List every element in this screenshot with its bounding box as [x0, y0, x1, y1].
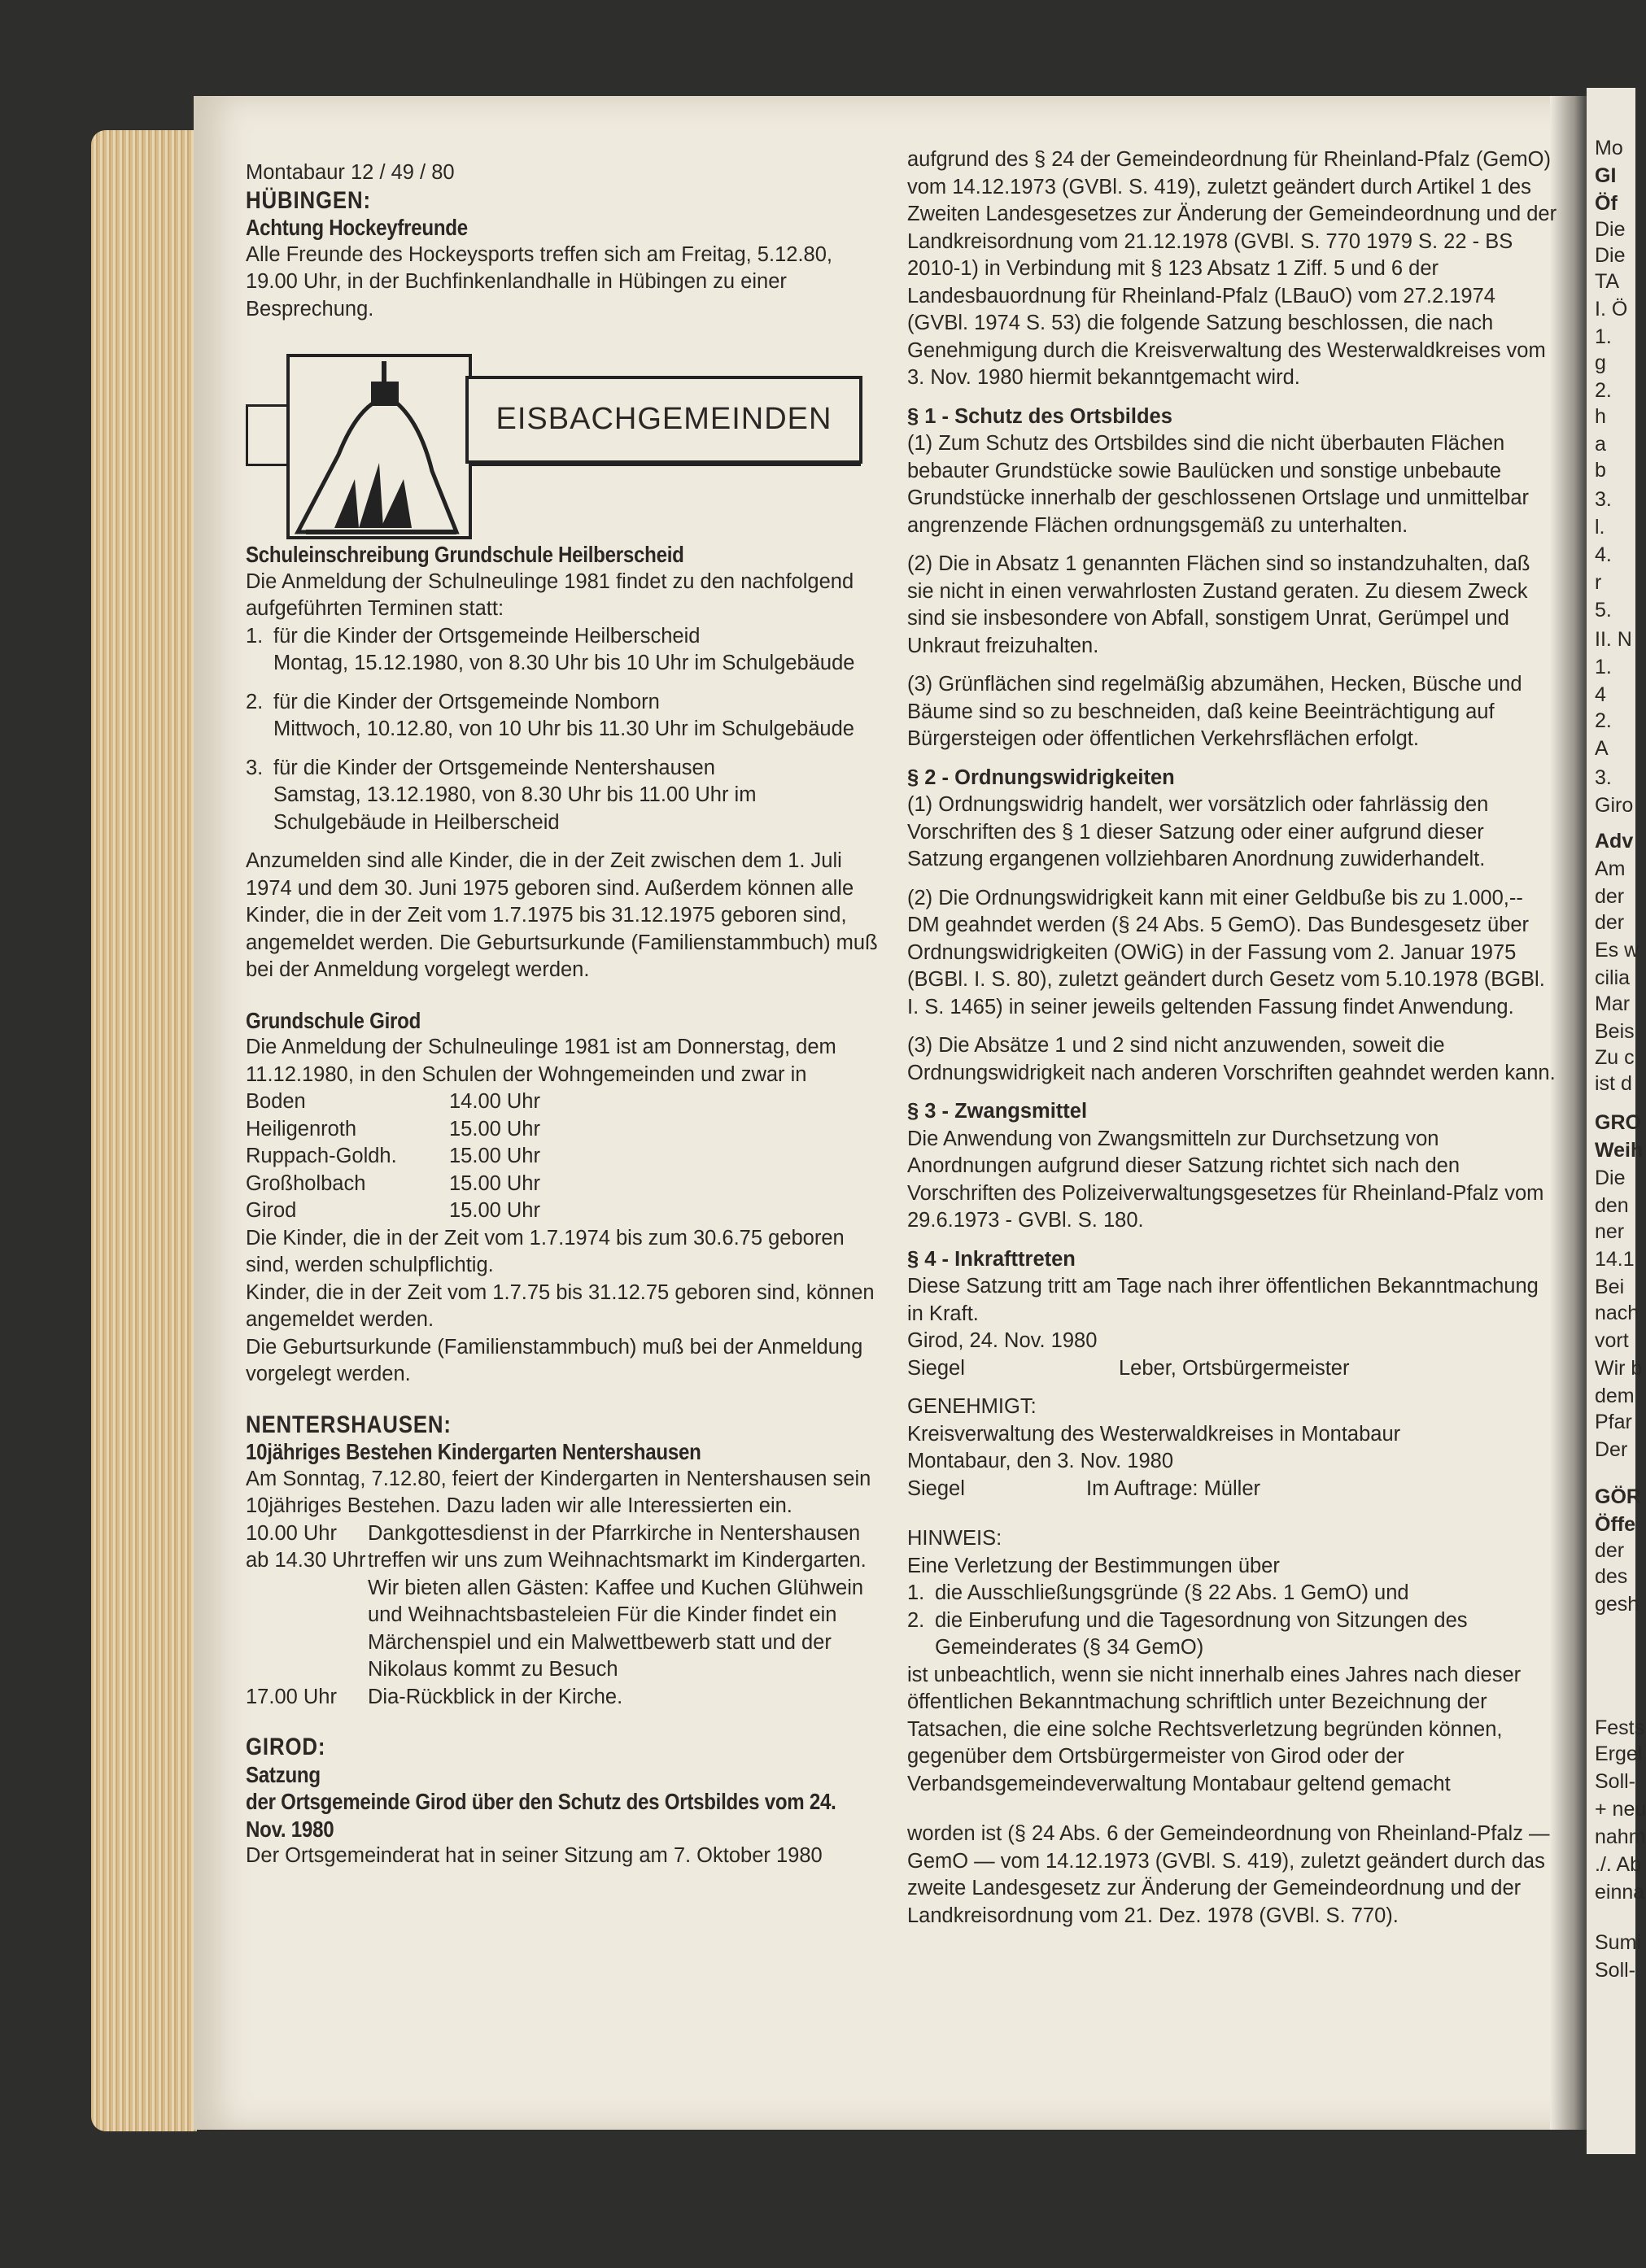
hockey-title: Achtung Hockeyfreunde [246, 215, 468, 240]
next-page-text-fragment: Mo [1595, 137, 1623, 159]
item-number: 1. [907, 1581, 925, 1604]
next-page-text-fragment: Die [1595, 218, 1626, 241]
next-page-text-fragment: Öffe [1595, 1513, 1635, 1536]
paragraph: (3) Die Absätze 1 und 2 sind nicht anzuwenden, soweit die Ordnungswidrigkeit nach anderen Vorschriften geahndet werden kann. [907, 1034, 1556, 1084]
next-page-text-fragment: l. [1595, 516, 1605, 539]
next-page-text-fragment: Sumi [1595, 1931, 1641, 1954]
table-cell: 14.00 Uhr [449, 1090, 540, 1113]
right-column [907, 146, 1558, 1930]
table-cell: Großholbach [246, 1171, 366, 1195]
next-page-text-fragment: Ergel [1595, 1742, 1643, 1765]
next-page-text-fragment: A [1595, 737, 1609, 760]
place-heading-girod: GIROD: [246, 1734, 326, 1760]
hint-intro: Eine Verletzung der Bestimmungen über [907, 1554, 1280, 1577]
item-number: 3. [246, 756, 264, 779]
schedule-text: treffen wir uns zum Weihnachtsmarkt im Kindergarten. Wir bieten allen Gästen: Kaffee und Kuchen Glühwein und Weihnachtsbasteleien Für die Kinder findet ein Märchenspiel und ein Malwettbewerb statt und der Nikolaus kommt zu Besuch [368, 1549, 867, 1681]
satzung-title: Satzung [246, 1761, 321, 1787]
next-page-text-fragment: ist d [1595, 1072, 1632, 1095]
table-cell: 15.00 Uhr [449, 1117, 540, 1141]
kita-intro: Am Sonntag, 7.12.80, feiert der Kindergarten in Nentershausen sein 10jähriges Bestehen. Dazu laden wir alle Interessierten ein. [246, 1467, 871, 1517]
next-page-text-fragment: Beis [1595, 1020, 1635, 1043]
next-page-text-fragment: a [1595, 433, 1606, 456]
section-heading: § 3 - Zwangsmittel [907, 1100, 1088, 1123]
next-page-text-fragment: Adv [1595, 830, 1634, 853]
schedule-time: 10.00 Uhr [246, 1521, 337, 1545]
item-detail: Samstag, 13.12.1980, von 8.30 Uhr bis 11.00 Uhr im Schulgebäude in Heilberscheid [273, 783, 757, 834]
next-page-text-fragment: Die [1595, 1167, 1626, 1189]
next-page-text-fragment: der [1595, 1539, 1625, 1562]
place-heading-huebingen: HÜBINGEN: [246, 186, 371, 214]
next-page-text-fragment: Weih [1595, 1139, 1644, 1162]
list-item [246, 623, 880, 678]
signature-line [907, 1355, 1558, 1383]
section-heading: § 1 - Schutz des Ortsbildes [907, 404, 1172, 428]
item-detail: Mittwoch, 10.12.80, von 10 Uhr bis 11.30 Uhr im Schulgebäude [273, 717, 854, 740]
next-page-text-fragment: Soll- [1595, 1770, 1636, 1793]
next-page-text-fragment: 1. [1595, 325, 1612, 348]
table-cell: 15.00 Uhr [449, 1171, 540, 1195]
paragraph: (1) Ordnungswidrig handelt, wer vorsätzlich oder fahrlässig den Vorschriften des § 1 dieser Satzung oder einer aufgrund dieser Satzung ergangenen vollziehbaren Anordnung zuwiderhandelt. [907, 793, 1489, 870]
schedule-time: ab 14.30 Uhr [246, 1549, 366, 1572]
next-page-text-fragment: + neu [1595, 1798, 1646, 1821]
item-text: für die Kinder der Ortsgemeinde Nomborn [273, 690, 660, 713]
next-page-text-fragment: ner [1595, 1220, 1625, 1243]
satzung-intro: Der Ortsgemeinderat hat in seiner Sitzung am 7. Oktober 1980 [246, 1844, 823, 1867]
next-page-text-fragment: Soll- [1595, 1959, 1636, 1982]
next-page-text-fragment: Bei [1595, 1276, 1625, 1298]
next-page-text-fragment: einna [1595, 1881, 1645, 1904]
schedule-text: Dia-Rückblick in der Kirche. [368, 1685, 623, 1708]
item-number: 2. [246, 690, 264, 713]
next-page-text-fragment: I. Ö [1595, 298, 1628, 321]
hint-text: ist unbeachtlich, wenn sie nicht innerhalb eines Jahres nach dieser öffentlichen Bekanntmachung schriftlich unter Bezeichnung der Tatsachen, die eine solche Rechtsverletzung begründen können, gegenüber dem Ortsbürgermeister von Girod oder der Verbandsgemeindeverwaltung Montabaur geltend gemacht [907, 1663, 1522, 1795]
schedule-time: 17.00 Uhr [246, 1685, 337, 1708]
next-page-text-fragment: den [1595, 1194, 1629, 1217]
satzung-preamble: aufgrund des § 24 der Gemeindeordnung für Rheinland-Pfalz (GemO) vom 14.12.1973 (GVBl. S. 419), zuletzt geändert durch Artikel 1 des Zweiten Landesgesetzes zur Änderung der Gemeindeordnung und der Landkreisordnung vom 21.12.1978 (GVBl. S. 770 1979 S. 22 - BS 2010-1) in Verbindung mit § 123 Absatz 1 Ziff. 5 und 6 der Landesbauordnung für Rheinland-Pfalz (LBauO) vom 27.2.1974 (GVBl. 1974 S. 53) die folgende Satzung beschlossen, die nach Genehmigung durch die Kreisverwaltung des Westerwaldkreises vom 3. Nov. 1980 hiermit bekanntgemacht wird. [907, 148, 1557, 389]
satzung-subtitle: der Ortsgemeinde Girod über den Schutz des Ortsbildes vom 24. Nov. 1980 [246, 1789, 836, 1842]
approval-date: Montabaur, den 3. Nov. 1980 [907, 1450, 1174, 1472]
school2-intro: Die Anmeldung der Schulneulinge 1981 ist am Donnerstag, dem 11.12.1980, in den Schulen der Wohngemeinden und zwar in [246, 1036, 836, 1086]
next-page-text-fragment: Es w [1595, 939, 1639, 962]
hint-list [907, 1580, 1558, 1662]
next-page-text-fragment: vort [1595, 1329, 1629, 1352]
issue-reference: Montabaur 12 / 49 / 80 [246, 161, 455, 184]
hockey-text: Alle Freunde des Hockeysports treffen sich am Freitag, 5.12.80, 19.00 Uhr, in der Buchfinkenlandhalle in Hübingen zu einer Besprechung. [246, 242, 832, 321]
next-page-text-fragment: GÖR [1595, 1485, 1641, 1508]
school1-intro: Die Anmeldung der Schulneulinge 1981 findet zu den nachfolgend aufgeführten Terminen statt: [246, 569, 854, 620]
next-page-text-fragment: b [1595, 459, 1606, 482]
schedule-text: Dankgottesdienst in der Pfarrkirche in Nentershausen [368, 1521, 861, 1545]
next-page-text-fragment: nach [1595, 1302, 1639, 1324]
book-page-edge [91, 130, 197, 2131]
section-heading: § 2 - Ordnungswidrigkeiten [907, 765, 1175, 789]
paragraph: Die Anwendung von Zwangsmitteln zur Durchsetzung von Anordnungen aufgrund dieser Satzung richtet sich nach den Vorschriften des Polizeiverwaltungsgesetzes für Rheinland-Pfalz vom 29.6.1973 - GVBl. S. 180. [907, 1127, 1544, 1232]
school2-note: Kinder, die in der Zeit vom 1.7.75 bis 31.12.75 geboren sind, können angemeldet werden. [246, 1280, 875, 1331]
next-page-text-fragment: Die [1595, 244, 1626, 267]
school1-title: Schuleinschreibung Grundschule Heilberscheid [246, 542, 684, 567]
table-cell: Ruppach-Goldh. [246, 1145, 397, 1167]
approval-heading: GENEHMIGT: [907, 1395, 1037, 1418]
next-page-text-fragment: Fests [1595, 1716, 1645, 1739]
signature-date: Girod, 24. Nov. 1980 [907, 1329, 1098, 1352]
next-page-text-fragment: Giro [1595, 794, 1634, 817]
next-page-fragment [1587, 88, 1646, 2154]
next-page-text-fragment: 3. [1595, 488, 1612, 511]
next-page-text-fragment: 5. [1595, 599, 1612, 622]
seal-label: Siegel [907, 1356, 965, 1380]
next-page-text-fragment: der [1595, 911, 1625, 934]
place-heading-nentershausen: NENTERSHAUSEN: [246, 1411, 452, 1438]
signer: Im Auftrage: Müller [1086, 1476, 1260, 1500]
paragraph: (2) Die in Absatz 1 genannten Flächen sind so instandzuhalten, daß sie nicht in einen verwahrlosten Zustand geraten. Zu diesem Zweck sind sie insbesondere von Abfall, sonstigem Unrat, Gerümpel und Unkraut freizuhalten. [907, 552, 1530, 657]
next-page-text-fragment: g [1595, 351, 1606, 374]
list-item [246, 755, 880, 837]
next-page-text-fragment: ./. Ab [1595, 1853, 1641, 1876]
signature-line [907, 1476, 1558, 1503]
next-page-text-fragment: 4. [1595, 543, 1612, 566]
list-item [907, 1580, 1558, 1607]
next-page-text-fragment: 14.1 [1595, 1248, 1635, 1271]
school2-note: Die Geburtsurkunde (Familienstammbuch) muß bei der Anmeldung vorgelegt werden. [246, 1335, 863, 1385]
paragraph: (3) Grünflächen sind regelmäßig abzumähen, Hecken, Büsche und Bäume sind so zu beschneiden, daß keine Beeinträchtigung auf Bürgersteigen oder öffentlichen Verkehrsflächen erfolgt. [907, 673, 1522, 750]
school1-outro: Anzumelden sind alle Kinder, die in der Zeit zwischen dem 1. Juli 1974 und dem 30. Juni 1975 geboren sind. Außerdem können alle Kinder, die in der Zeit vom 1.7.1975 bis 31.12.1975 geboren sind, angemeldet werden. Die Geburtsurkunde (Familienstammbuch) muß bei der Anmeldung vorgelegt werden. [246, 849, 878, 981]
paragraph: Diese Satzung tritt am Tage nach ihrer öffentlichen Bekanntmachung in Kraft. [907, 1275, 1539, 1325]
next-page-text-fragment: Pfar [1595, 1411, 1632, 1433]
next-page-text-fragment: gesh [1595, 1593, 1639, 1616]
next-page-text-fragment: 1. [1595, 656, 1612, 678]
hint-heading: HINWEIS: [907, 1527, 1002, 1550]
next-page-text-fragment: 2. [1595, 379, 1612, 402]
item-text: die Einberufung und die Tagesordnung von Sitzungen des Gemeinderates (§ 34 GemO) [935, 1608, 1468, 1659]
item-number: 1. [246, 624, 264, 648]
kita-title: 10jähriges Bestehen Kindergarten Nentershausen [246, 1439, 701, 1464]
school2-note: Die Kinder, die in der Zeit vom 1.7.1974 bis zum 30.6.75 geboren sind, werden schulpflichtig. [246, 1226, 845, 1276]
next-page-text-fragment: des [1595, 1565, 1628, 1588]
approval-authority: Kreisverwaltung des Westerwaldkreises in Montabaur [907, 1422, 1401, 1446]
banner-title: EISBACHGEMEINDEN [465, 376, 862, 464]
item-text: die Ausschließungsgründe (§ 22 Abs. 1 GemO) und [935, 1581, 1409, 1604]
table-cell: Heiligenroth [246, 1117, 357, 1141]
section-heading: § 4 - Inkrafttreten [907, 1247, 1076, 1271]
next-page-text-fragment: Wir b [1595, 1357, 1643, 1380]
school2-times-table [246, 1088, 880, 1225]
table-cell: 15.00 Uhr [449, 1199, 540, 1222]
item-text: für die Kinder der Ortsgemeinde Nentershausen [273, 756, 715, 779]
paragraph: (1) Zum Schutz des Ortsbildes sind die nicht überbauten Flächen bebauter Grundstücke sowie Baulücken und sonstige unbebaute Grundstücke innerhalb der geschlossenen Ortslage und unmittelbar angrenzende Flächen ordnungsgemäß zu unterhalten. [907, 432, 1530, 537]
eisbachgemeinden-banner [246, 339, 880, 526]
table-cell: Boden [246, 1090, 306, 1113]
next-page-text-fragment: der [1595, 885, 1625, 908]
kita-schedule [246, 1520, 880, 1712]
school1-list [246, 623, 880, 837]
list-item [246, 689, 880, 744]
next-page-text-fragment: dem [1595, 1385, 1635, 1407]
school2-title: Grundschule Girod [246, 1007, 421, 1033]
next-page-text-fragment: cilia [1595, 966, 1631, 989]
next-page-text-fragment: GRO [1595, 1111, 1641, 1134]
item-number: 2. [907, 1608, 925, 1632]
next-page-text-fragment: 2. [1595, 709, 1612, 732]
next-page-text-fragment: GI [1595, 164, 1617, 187]
next-page-text-fragment: II. N [1595, 628, 1632, 651]
signer: Leber, Ortsbürgermeister [1119, 1356, 1350, 1380]
next-page-text-fragment: 3. [1595, 766, 1612, 789]
table-cell: Girod [246, 1199, 297, 1222]
list-item [907, 1607, 1558, 1662]
next-page-text-fragment: 4 [1595, 683, 1606, 706]
next-page-text-fragment: Öf [1595, 192, 1618, 215]
church-hill-logo-icon [286, 354, 472, 539]
next-page-text-fragment: nahm [1595, 1825, 1646, 1848]
item-detail: Montag, 15.12.1980, von 8.30 Uhr bis 10 Uhr im Schulgebäude [273, 652, 855, 674]
next-page-text-fragment: r [1595, 571, 1602, 594]
item-text: für die Kinder der Ortsgemeinde Heilberscheid [273, 624, 701, 648]
next-page-text-fragment: TA [1595, 270, 1620, 293]
hint-text-continued: worden ist (§ 24 Abs. 6 der Gemeindeordnung von Rheinland-Pfalz — GemO — vom 14.12.1973 (GVBl. S. 419), zuletzt geändert durch das zweite Landesgesetz zur Änderung der Gemeindeordnung und der Landkreisordnung vom 21. Dez. 1978 (GVBl. S. 770). [907, 1822, 1550, 1927]
seal-label: Siegel [907, 1476, 965, 1500]
next-page-text-fragment: Am [1595, 857, 1626, 880]
next-page-text-fragment: Der [1595, 1438, 1628, 1461]
next-page-text-fragment: Mar [1595, 992, 1631, 1015]
paragraph: (2) Die Ordnungswidrigkeit kann mit einer Geldbuße bis zu 1.000,-- DM geahndet werden (§ 24 Abs. 5 GemO). Das Bundesgesetz über Ordnungswidrigkeiten (OWiG) in der Fassung vom 2. Januar 1975 (BGBl. I. S. 80), zuletzt geändert durch Gesetz vom 5.10.1978 (BGBl. I. S. 1465) in seiner jeweils geltenden Fassung findet Anwendung. [907, 886, 1545, 1018]
next-page-text-fragment: h [1595, 405, 1606, 428]
table-cell: 15.00 Uhr [449, 1145, 540, 1167]
next-page-text-fragment: Zu c [1595, 1046, 1635, 1069]
left-column [246, 159, 880, 1870]
